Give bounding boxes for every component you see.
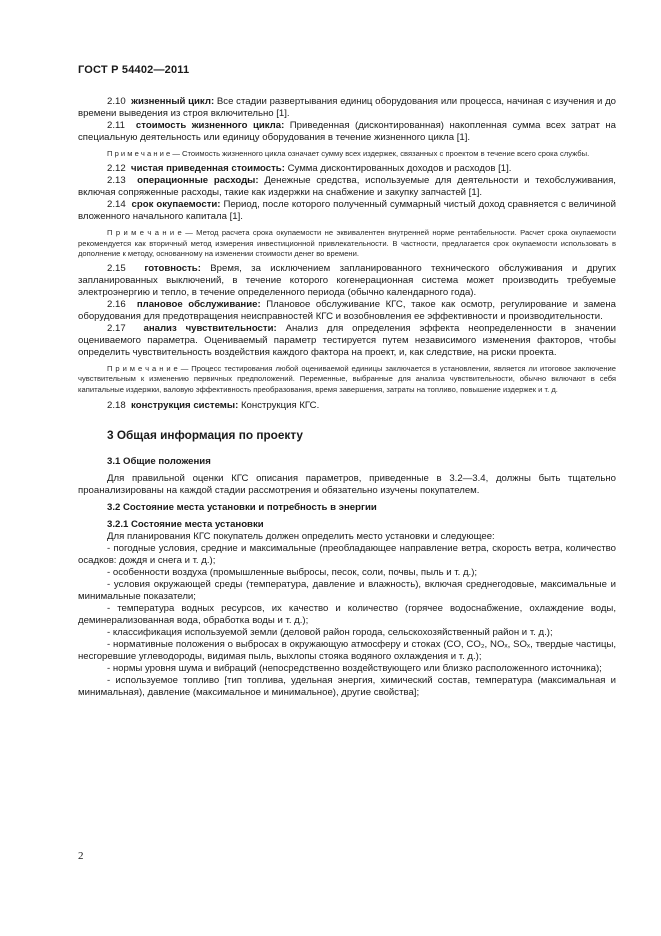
term-2-12: 2.12 чистая приведенная стоимость: Сумма дисконтированных доходов и расходов [1]. xyxy=(107,163,512,175)
document-header: ГОСТ Р 54402—2011 xyxy=(78,64,190,76)
section-3-heading: 3 Общая информация по проекту xyxy=(107,428,303,443)
term-2-13: 2.13 операционные расходы: Денежные средства, используемые для деятельности и техобслуживания, включая сопряженные расходы, такие как издержки на снабжение и закупку запчастей [1]. xyxy=(78,175,616,199)
list-item: - нормативные положения о выбросах в окружающую атмосферу и стоках (CO, CO₂, NOₓ, SOₓ, твердые частицы, несгоревшие углеводороды, видимая пыль, выхлопы стояка водяного охлаждения и т. д.); xyxy=(78,639,616,663)
list-item: - условия окружающей среды (температура, давление и влажность), включая среднегодовые, максимальные и минимальные показатели; xyxy=(78,579,616,603)
section-3-1-heading: 3.1 Общие положения xyxy=(107,456,211,468)
note-1: П р и м е ч а н и е — Стоимость жизненного цикла означает сумму всех издержек, связанных с проектом в течение всего срока службы. xyxy=(107,149,590,158)
list-item: - нормы уровня шума и вибраций (непосредственно воздействующего или близко расположенного источника); xyxy=(107,663,602,675)
term-2-15: 2.15 готовность: Время, за исключением запланированного технического обслуживания и других запланированных выключений, в течение которого когенерационная система может производить требуемые электроэнергию и тепло, в течение определенного периода (обычно календарного года). xyxy=(78,263,616,299)
term-2-18: 2.18 конструкция системы: Конструкция КГС. xyxy=(107,400,320,412)
note-2: П р и м е ч а н и е — Метод расчета срока окупаемости не эквивалентен внутренней норме рентабельности. Расчет срока окупаемости рекомендуется как вторичный метод измерения инвестиционной привлекательности. В частности, предлагается срок окупаемости использовать в дополнение к методу, основанному на изменении стоимости денег во времени. xyxy=(78,228,616,258)
list-item: - погодные условия, средние и максимальные (преобладающее направление ветра, скорость ветра, количество осадков: дождя и снега и т. д.); xyxy=(78,543,616,567)
document-page xyxy=(78,64,616,699)
term-2-10: 2.10 жизненный цикл: Все стадии развертывания единиц оборудования или процесса, начиная с изучения и до времени выведения из строя включительно [1]. xyxy=(78,96,617,119)
term-2-17: 2.17 анализ чувствительности: Анализ для определения эффекта неопределенности в значении оцениваемого параметра. Оцениваемый параметр тестируется путем независимого изменения факторов, чтобы определить чувствительность воздействия каждого фактора на проект, и, как следствие, на риски проекта. xyxy=(78,323,617,359)
section-3-1-text: Для правильной оценки КГС описания параметров, приведенные в 3.2—3.4, должны быть тщательно проанализированы на каждой стадии рассмотрения и обязательно изучены покупателем. xyxy=(78,473,616,497)
term-2-16: 2.16 плановое обслуживание: Плановое обслуживание КГС, такое как осмотр, регулирование и замена оборудования для предотвращения неисправностей КГС и возобновления ее эффективности и производительности. xyxy=(78,299,617,323)
page-number: 2 xyxy=(78,850,84,862)
list-item: - температура водных ресурсов, их качество и количество (горячее водоснабжение, охлаждение воды, деминерализованная вода, обработка воды и т. д.); xyxy=(78,603,616,627)
list-item: - используемое топливо [тип топлива, удельная энергия, химический состав, температура (максимальная и минимальная), давление (максимальное и минимальное), другие свойства]; xyxy=(78,675,616,699)
term-2-14: 2.14 срок окупаемости: Период, после которого полученный суммарный чистый доход сравняется с величиной вложенного начального капитала [1]. xyxy=(78,199,616,223)
list-item: - особенности воздуха (промышленные выбросы, песок, соли, почвы, пыль и т. д.); xyxy=(107,567,478,579)
section-3-2-1-heading: 3.2.1 Состояние места установки xyxy=(107,519,264,531)
note-3: П р и м е ч а н и е — Процесс тестирования любой оцениваемой единицы заключается в установлении, является ли итоговое заключение чувствительным к изменению первичных предположений. Переменные, выбранные для анализа чувствительности, обычно включают в себя капитальные издержки, валовую эффективность преобразования, время завершения, затраты на топливо, повышение издержек и т. д. xyxy=(78,364,616,394)
section-3-2-1-intro: Для планирования КГС покупатель должен определить место установки и следующее: xyxy=(107,531,495,543)
section-3-2-heading: 3.2 Состояние места установки и потребность в энергии xyxy=(107,502,377,514)
list-item: - классификация используемой земли (деловой район города, сельскохозяйственный район и т. д.); xyxy=(107,627,553,639)
term-2-11: 2.11 стоимость жизненного цикла: Приведенная (дисконтированная) накопленная сумма всех затрат на специальную деятельность или единицу оборудования в течение жизненного цикла [1]. xyxy=(78,120,617,143)
